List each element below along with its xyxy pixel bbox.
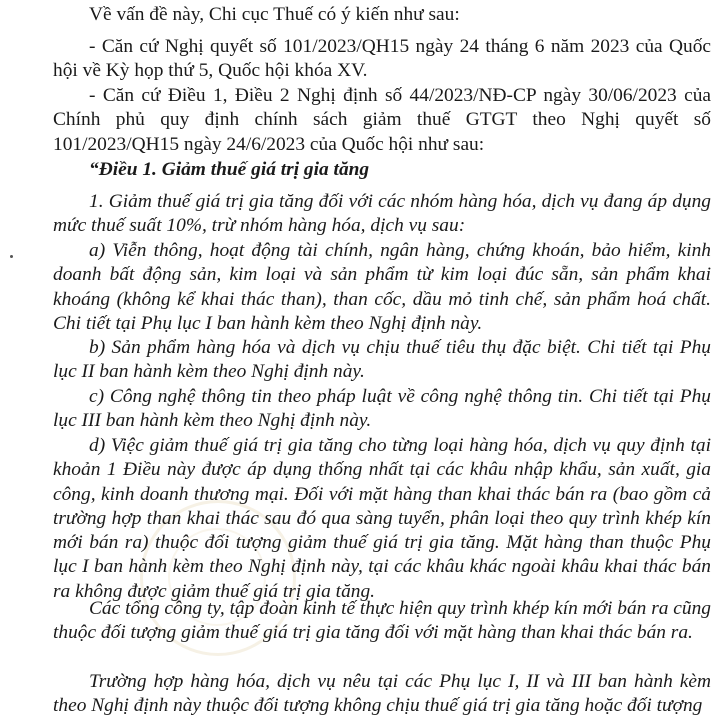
- intro-paragraph: Về vấn đề này, Chi cục Thuế có ý kiến như sau:: [89, 4, 460, 25]
- item-a: a) Viễn thông, hoạt động tài chính, ngân hàng, chứng khoán, bảo hiểm, kinh doanh bất động sản, kim loại và sản phẩm từ kim loại đúc sẵn, sản phẩm khai khoáng (không kể khai thác than), than cốc, dầu mỏ tinh chế, sản phẩm hoá chất. Chi tiết tại Phụ lục I ban hành kèm theo Nghị định này.: [53, 240, 711, 334]
- legal-basis-2: - Căn cứ Điều 1, Điều 2 Nghị định số 44/2023/NĐ-CP ngày 30/06/2023 của Chính phủ quy định chính sách giảm thuế GTGT theo Nghị quyết số 101/2023/QH15 ngày 24/6/2023 của Quốc hội như sau:: [53, 85, 711, 155]
- item-d: d) Việc giảm thuế giá trị gia tăng cho từng loại hàng hóa, dịch vụ quy định tại khoản 1 Điều này được áp dụng thống nhất tại các khâu nhập khẩu, sản xuất, gia công, kinh doanh thương mại. Đối với mặt hàng than khai thác bán ra (bao gồm cả trường hợp than khai thác sau đó qua sàng tuyển, phân loại theo quy trình khép kín mới bán ra) thuộc đối tượng giảm thuế giá trị gia tăng. Mặt hàng than thuộc Phụ lục I ban hành kèm theo Nghị định này, tại các khâu khác ngoài khâu khai thác bán ra không được giảm thuế giá trị gia tăng.: [53, 435, 711, 602]
- legal-basis-1: - Căn cứ Nghị quyết số 101/2023/QH15 ngày 24 tháng 6 năm 2023 của Quốc hội về Kỳ họp thứ 5, Quốc hội khóa XV.: [53, 36, 711, 82]
- article-heading: “Điều 1. Giảm thuế giá trị gia tăng: [89, 159, 370, 180]
- margin-mark: [10, 255, 13, 258]
- item-b: b) Sản phẩm hàng hóa và dịch vụ chịu thuế tiêu thụ đặc biệt. Chi tiết tại Phụ lục II ban hành kèm theo Nghị định này.: [53, 337, 711, 383]
- item-c: c) Công nghệ thông tin theo pháp luật về công nghệ thông tin. Chi tiết tại Phụ lục III ban hành kèm theo Nghị định này.: [53, 386, 711, 432]
- paragraph-exempt-case: Trường hợp hàng hóa, dịch vụ nêu tại các Phụ lục I, II và III ban hành kèm theo Nghị định này thuộc đối tượng không chịu thuế giá trị gia tăng hoặc đối tượng: [53, 671, 711, 717]
- clause-1: 1. Giảm thuế giá trị gia tăng đối với các nhóm hàng hóa, dịch vụ đang áp dụng mức thuế suất 10%, trừ nhóm hàng hóa, dịch vụ sau:: [53, 191, 711, 237]
- paragraph-corporations: Các tổng công ty, tập đoàn kinh tế thực hiện quy trình khép kín mới bán ra cũng thuộc đối tượng giảm thuế giá trị gia tăng đối với mặt hàng than khai thác bán ra.: [53, 598, 711, 644]
